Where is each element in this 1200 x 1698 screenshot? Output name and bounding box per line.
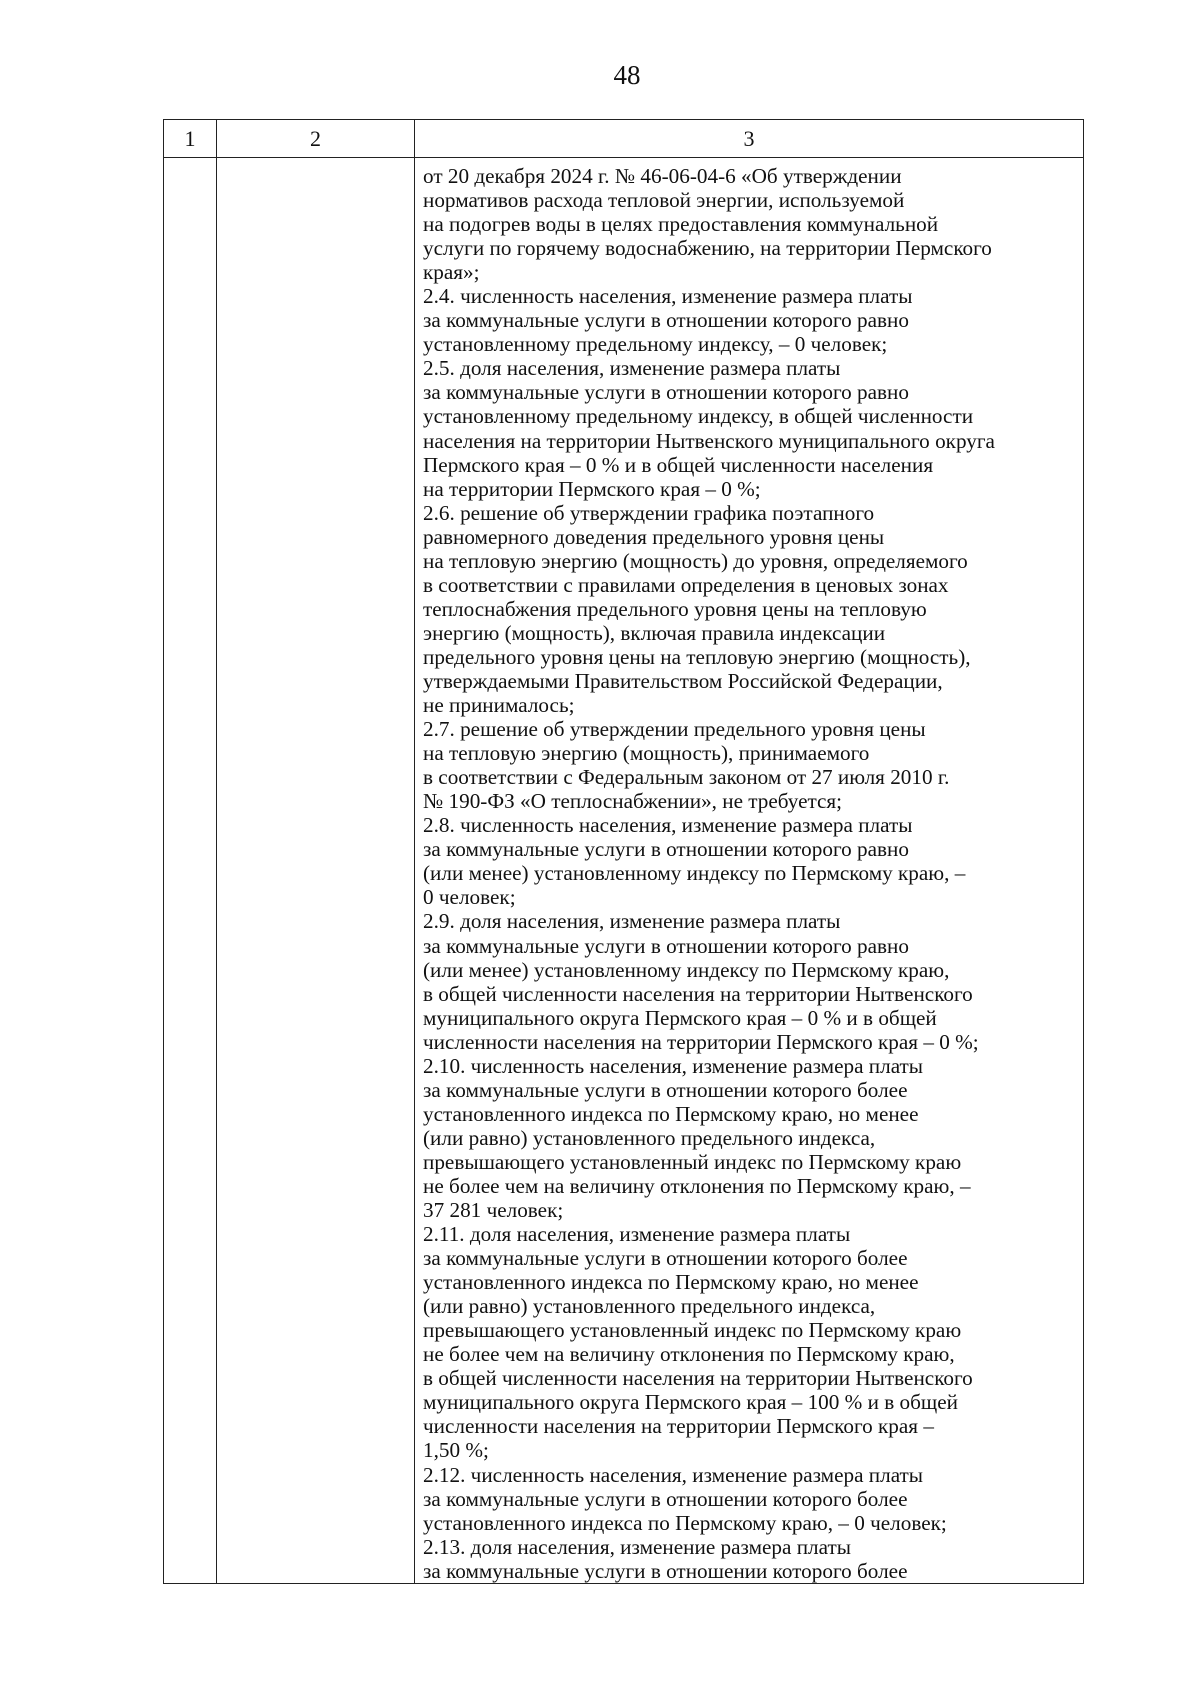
document-table (163, 119, 1084, 1584)
text-line: за коммунальные услуги в отношении которого более (423, 1486, 908, 1511)
text-line: за коммунальные услуги в отношении которого равно (423, 933, 909, 958)
table-header-row (164, 120, 1084, 158)
text-line: от 20 декабря 2024 г. № 46-06-04-6 «Об утверждении (423, 164, 902, 188)
text-line: численности населения на территории Пермского края – 0 %; (423, 1029, 979, 1054)
column-header-3: 3 (415, 120, 1084, 158)
text-line: установленного индекса по Пермскому краю, – 0 человек; (423, 1510, 947, 1535)
text-line: Пермского края – 0 % и в общей численности населения (423, 452, 934, 477)
text-line: муниципального округа Пермского края – 100 % и в общей (423, 1390, 958, 1415)
text-line: 2.10. численность населения, изменение размера платы (423, 1053, 924, 1078)
text-line: предельного уровня цены на тепловую энергию (мощность), (423, 644, 971, 669)
text-line: 2.13. доля населения, изменение размера платы (423, 1534, 851, 1559)
text-line: (или менее) установленному индексу по Пермскому краю, – (423, 861, 966, 886)
text-line: 2.9. доля населения, изменение размера платы (423, 909, 841, 934)
text-line: (или равно) установленного предельного индекса, (423, 1294, 876, 1319)
text-line: за коммунальные услуги в отношении которого более (423, 1077, 908, 1102)
text-line: 2.11. доля населения, изменение размера платы (423, 1222, 851, 1247)
text-line: на территории Пермского края – 0 %; (423, 476, 761, 501)
text-line: превышающего установленный индекс по Пермскому краю (423, 1318, 962, 1343)
text-line: за коммунальные услуги в отношении которого равно (423, 380, 909, 405)
text-line: в соответствии с Федеральным законом от 27 июля 2010 г. (423, 765, 950, 790)
text-line: за коммунальные услуги в отношении которого равно (423, 308, 909, 333)
text-line: 2.8. численность населения, изменение размера платы (423, 813, 913, 838)
text-line: в общей численности населения на территории Нытвенского (423, 981, 973, 1006)
text-line: не принималось; (423, 693, 575, 718)
text-line: (или равно) установленного предельного индекса, (423, 1125, 876, 1150)
text-line: превышающего установленный индекс по Пермскому краю (423, 1149, 962, 1174)
text-line: теплоснабжения предельного уровня цены на тепловую (423, 596, 927, 621)
text-line: установленного индекса по Пермскому краю, но менее (423, 1101, 919, 1126)
text-line: муниципального округа Пермского края – 0 % и в общей (423, 1005, 937, 1030)
cell-col-1 (164, 158, 217, 1584)
text-line: установленному предельному индексу, в общей численности (423, 404, 974, 429)
text-line: № 190-ФЗ «О теплоснабжении», не требуется; (423, 789, 843, 814)
text-line: за коммунальные услуги в отношении которого более (423, 1558, 908, 1583)
cell-col-2 (217, 158, 415, 1584)
text-line: 1,50 %; (423, 1438, 489, 1463)
text-line: энергию (мощность), включая правила индексации (423, 620, 886, 645)
text-line: за коммунальные услуги в отношении которого более (423, 1246, 908, 1271)
text-line: в общей численности населения на территории Нытвенского (423, 1366, 973, 1391)
text-line: равномерного доведения предельного уровня цены (423, 524, 885, 549)
text-line: 2.4. численность населения, изменение размера платы (423, 284, 913, 309)
cell-col-3-text (415, 158, 1083, 1583)
text-line: не более чем на величину отклонения по Пермскому краю, – (423, 1173, 971, 1198)
text-line: 0 человек; (423, 885, 516, 910)
cell-col-3 (415, 158, 1084, 1584)
text-line: 2.12. численность населения, изменение размера платы (423, 1462, 924, 1487)
text-line: не более чем на величину отклонения по Пермскому краю, (423, 1342, 955, 1367)
page-number: 48 (613, 60, 641, 90)
text-line: установленного индекса по Пермскому краю, но менее (423, 1270, 919, 1295)
text-line: края»; (423, 260, 480, 285)
text-line: населения на территории Нытвенского муниципального округа (423, 428, 995, 453)
text-line: в соответствии с правилами определения в ценовых зонах (423, 572, 949, 597)
text-line: 37 281 человек; (423, 1198, 564, 1223)
text-line: численности населения на территории Пермского края – (423, 1414, 934, 1439)
text-line: 2.7. решение об утверждении предельного уровня цены (423, 717, 926, 742)
text-line: нормативов расхода тепловой энергии, используемой (423, 188, 905, 213)
table-row (164, 158, 1084, 1584)
text-line: на тепловую энергию (мощность), принимаемого (423, 741, 870, 766)
text-line: утверждаемыми Правительством Российской Федерации, (423, 668, 943, 693)
column-header-1: 1 (164, 120, 217, 158)
text-line: 2.5. доля населения, изменение размера платы (423, 356, 841, 381)
text-line: 2.6. решение об утверждении графика поэтапного (423, 500, 875, 525)
text-line: установленному предельному индексу, – 0 человек; (423, 332, 888, 357)
text-line: на тепловую энергию (мощность) до уровня, определяемого (423, 548, 968, 573)
column-header-2: 2 (217, 120, 415, 158)
text-line: (или менее) установленному индексу по Пермскому краю, (423, 957, 950, 982)
text-line: за коммунальные услуги в отношении которого равно (423, 837, 909, 862)
text-line: услуги по горячему водоснабжению, на территории Пермского (423, 236, 992, 261)
text-line: на подогрев воды в целях предоставления коммунальной (423, 212, 939, 237)
